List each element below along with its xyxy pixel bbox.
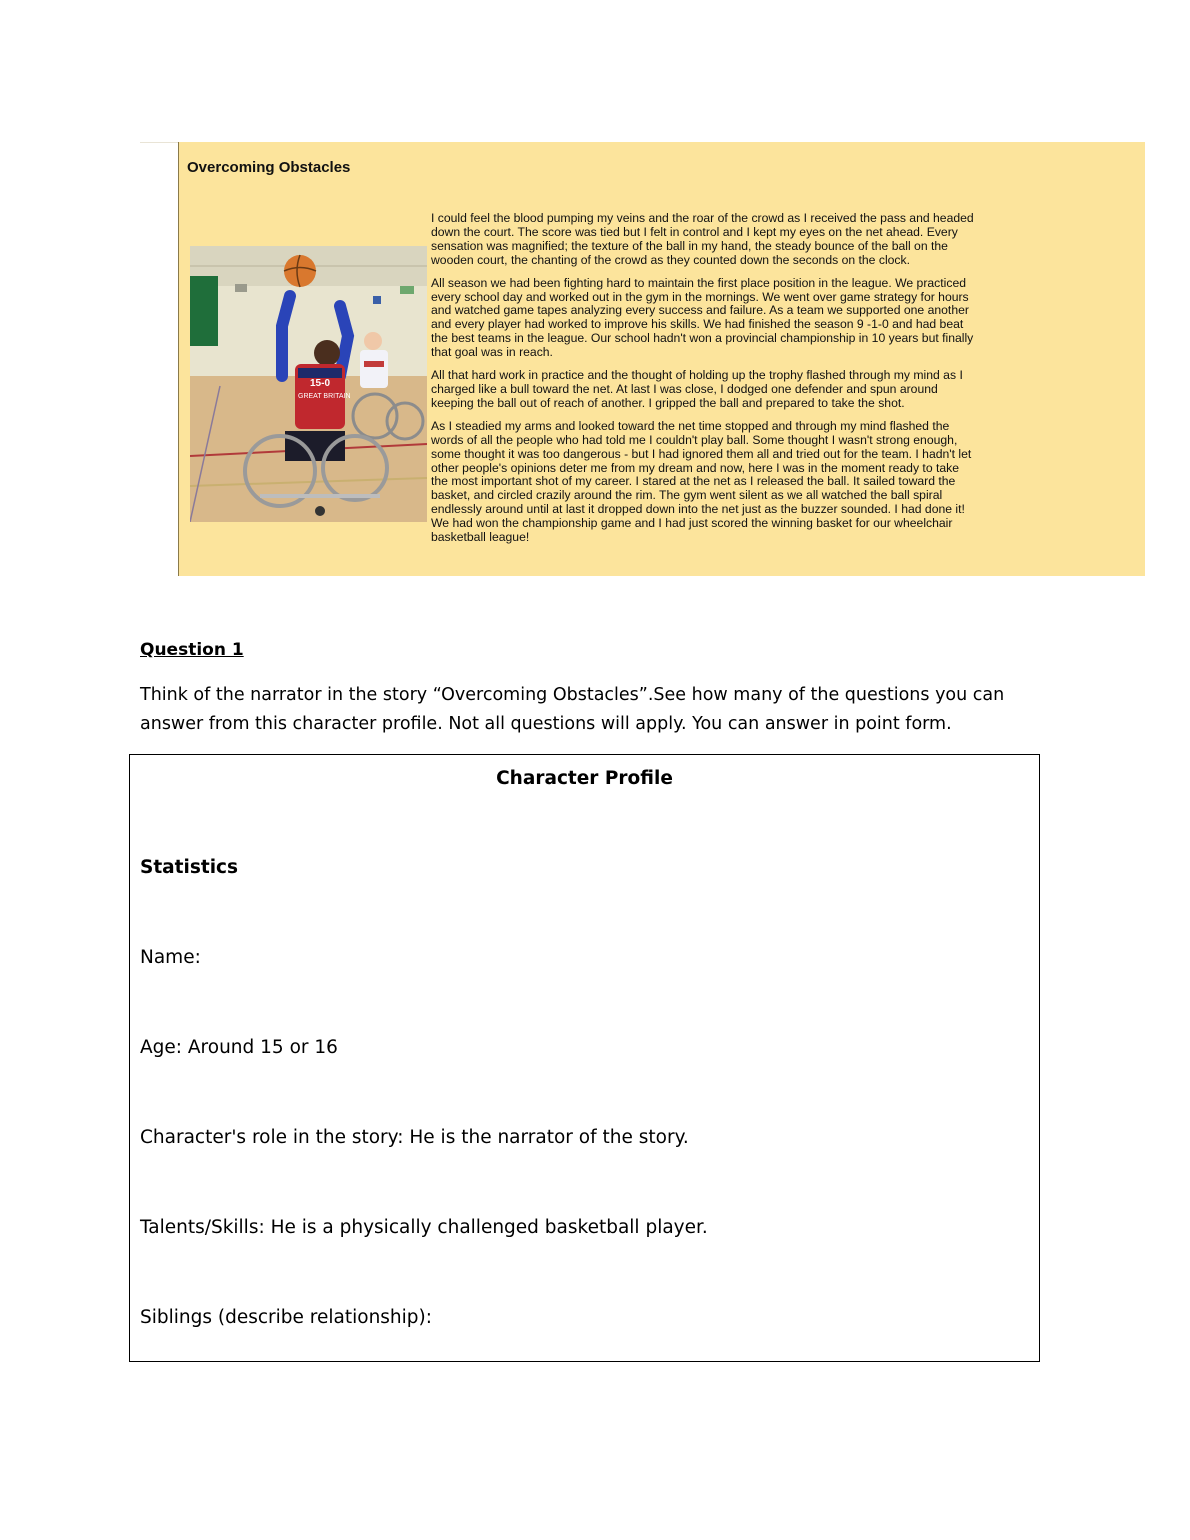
question-instructions: Think of the narrator in the story “Overcoming Obstacles”.See how many of the questions you can answer from this character profile. Not all questions will apply. You can answer in point form. [140,685,1005,734]
story-paragraph: All season we had been fighting hard to maintain the first place position in the league. We practiced every school day and worked out in the gym in the mornings. We went over game strategy for hours and watched game tapes analyzing every success and failure. As a team we supported one another and every player had worked to improve his skills. We had finished the season 9 -1-0 and had beat the best teams in the league. Our school hadn't won a provincial championship in 10 years but finally that goal was in reach. [431,275,974,360]
jersey-text: GREAT BRITAIN [298,393,351,400]
siblings-field[interactable]: Siblings (describe relationship): [140,1307,432,1328]
panel-top-rule [140,142,178,143]
role-field[interactable]: Character's role in the story: He is the narrator of the story. [140,1127,689,1148]
character-profile-box [129,754,1040,1362]
wheelchair-basketball-photo [190,246,427,522]
statistics-heading: Statistics [140,857,239,878]
story-panel [178,142,1145,576]
story-paragraph: I could feel the blood pumping my veins and the roar of the crowd as I received the pass and headed down the court. The score was tied but I felt in control and I kept my eyes on the net ahead. Every sensation was magnified; the texture of the ball in my hand, the steady bounce of the ball on the wooden court, the chanting of the crowd as they counted down the seconds on the clock. [431,211,974,267]
jersey-number: 15-0 [310,378,331,389]
talents-field[interactable]: Talents/Skills: He is a physically challenged basketball player. [140,1217,708,1238]
age-field[interactable]: Age: Around 15 or 16 [140,1037,338,1058]
story-title: Overcoming Obstacles [187,159,351,176]
name-field[interactable]: Name: [140,947,201,968]
question-heading: Question 1 [140,640,244,660]
photo-illustration [190,246,427,522]
profile-title: Character Profile [496,768,673,789]
story-paragraph: All that hard work in practice and the thought of holding up the trophy flashed through my mind as I charged like a bull toward the net. At last I was close, I dodged one defender and spun around keeping the ball out of reach of another. I gripped the ball and prepared to take the shot. [431,368,963,410]
story-paragraph: As I steadied my arms and looked toward the net time stopped and through my mind flashed the words of all the people who had told me I couldn't play ball. Some thought I wasn't strong enough, some thought it was too dangerous - but I had ignored them all and tried out for the team. I hadn't let other people's opinions deter me from my dream and now, here I was in the moment ready to take the most important shot of my career. I stared at the net as I released the ball. It sailed toward the basket, and circled crazily around the rim. The gym went silent as we all watched the ball spiral endlessly around until at last it dropped down into the net just as the buzzer sounded. I had done it! We had won the championship game and I had just scored the winning basket for our wheelchair basketball league! [431,418,972,545]
story-body [431,212,976,554]
